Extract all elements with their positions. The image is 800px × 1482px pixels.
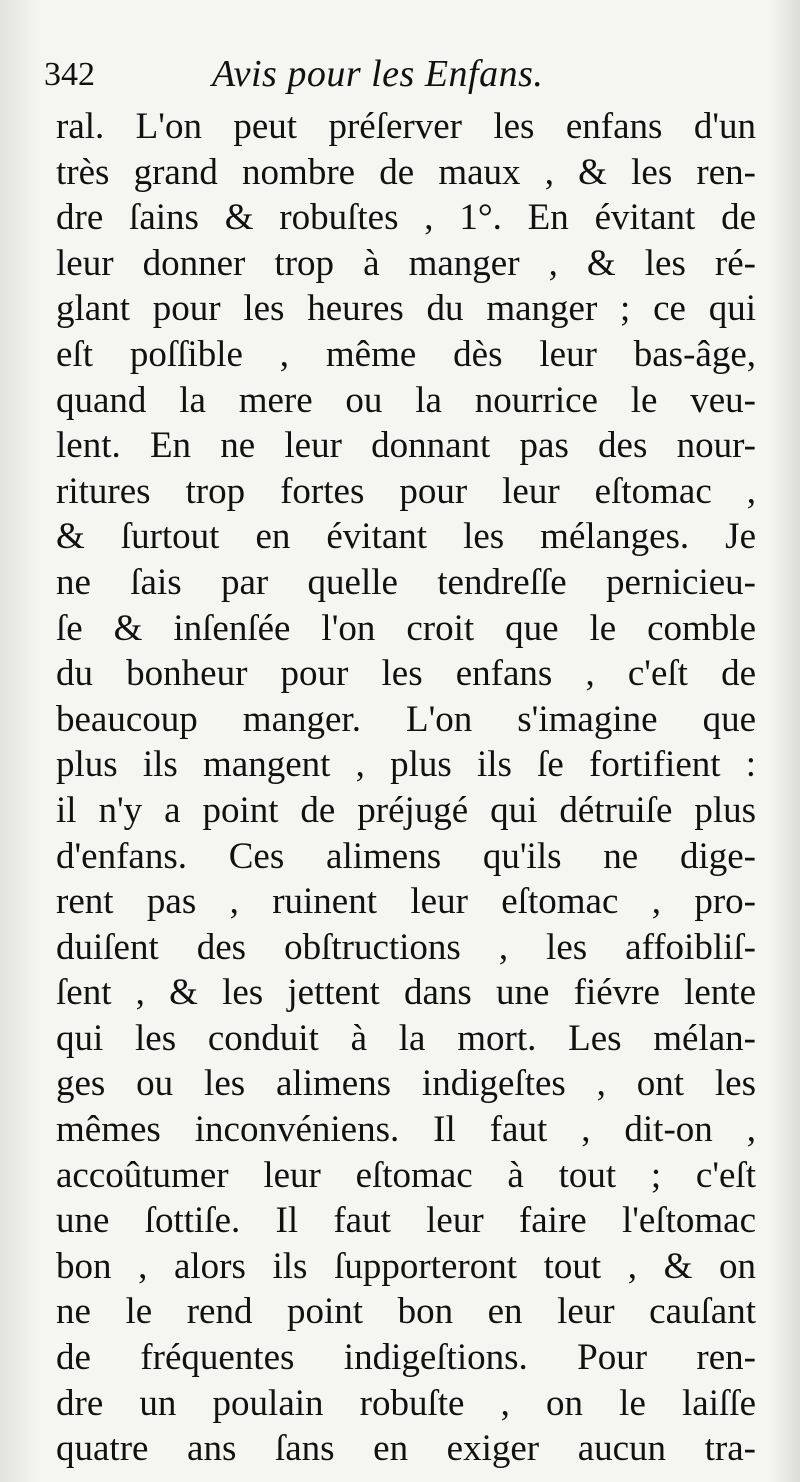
text-line: dre ſains & robuſtes , 1°. En évitant de	[56, 197, 756, 239]
text-line: ral. L'on peut préſerver les enfans d'un	[56, 106, 756, 147]
page-number: 342	[44, 56, 95, 93]
text-line: ritures trop fortes pour leur eſtomac ,	[56, 470, 756, 512]
text-line: ſent , & les jettent dans une fiévre lente	[56, 972, 756, 1014]
text-line: ſe & inſenſée l'on croit que le comble	[56, 607, 756, 649]
text-line: une ſottiſe. Il faut leur faire l'eſtomac	[56, 1200, 756, 1242]
text-line: beaucoup manger. L'on s'imagine que	[56, 698, 756, 740]
text-line: mêmes inconvéniens. Il faut , dit-on ,	[56, 1109, 756, 1151]
body-text	[56, 104, 756, 1472]
text-line: dre un poulain robuſte , on le laiſſe	[56, 1382, 756, 1424]
text-line: eſt poſſible , même dès leur bas-âge,	[56, 333, 756, 375]
text-line: rent pas , ruinent leur eſtomac , pro-	[56, 881, 756, 923]
text-line: bon , alors ils ſupporteront tout , & on	[56, 1245, 756, 1287]
text-line: accoûtumer leur eſtomac à tout ; c'eſt	[56, 1154, 756, 1196]
text-line: plus ils mangent , plus ils ſe fortifient :	[56, 744, 756, 786]
text-line: d'enfans. Ces alimens qu'ils ne dige-	[56, 835, 756, 877]
text-line: il n'y a point de préjugé qui détruiſe plus	[56, 789, 756, 831]
text-line: ges ou les alimens indigeſtes , ont les	[56, 1063, 756, 1105]
text-line: ne ſais par quelle tendreſſe pernicieu-	[56, 561, 756, 603]
text-line: lent. En ne leur donnant pas des nour-	[56, 425, 756, 467]
text-line: très grand nombre de maux , & les ren-	[56, 151, 756, 193]
text-line: de fréquentes indigeſtions. Pour ren-	[56, 1337, 756, 1379]
text-line: duiſent des obſtructions , les affoibliſ-	[56, 926, 756, 968]
text-line: ne le rend point bon en leur cauſant	[56, 1291, 756, 1333]
text-line: qui les conduit à la mort. Les mélan-	[56, 1017, 756, 1059]
running-title: Avis pour les Enfans.	[212, 53, 544, 95]
text-line: du bonheur pour les enfans , c'eſt de	[56, 653, 756, 695]
text-line: quand la mere ou la nourrice le veu-	[56, 379, 756, 421]
text-line: glant pour les heures du manger ; ce qui	[56, 288, 756, 330]
text-line: & ſurtout en évitant les mélanges. Je	[56, 516, 756, 558]
text-line: quatre ans ſans en exiger aucun tra-	[56, 1428, 756, 1470]
text-line: leur donner trop à manger , & les ré-	[56, 242, 756, 284]
page-header	[44, 52, 744, 102]
